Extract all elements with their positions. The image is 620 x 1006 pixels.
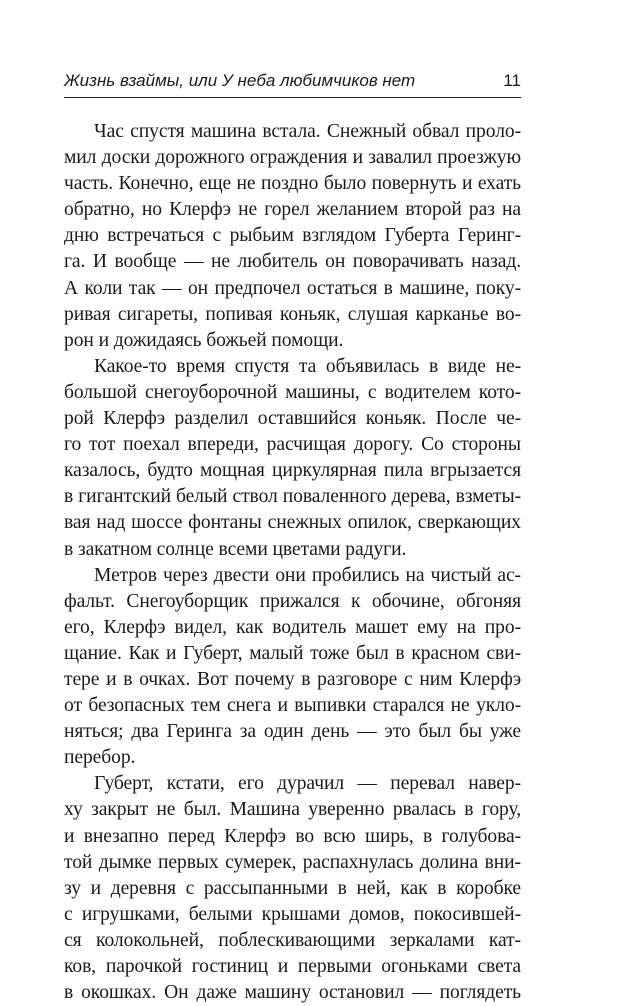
text-line: большой снегоуборочной машины, с водителем кото- [64,381,521,403]
text-line: рон и дожидаясь божьей помощи. [64,329,344,351]
text-line: казалось, будто мощная циркулярная пила вгрызается [64,460,521,482]
text-line: той дымке первых сумерек, распахнулась долина вни- [64,851,521,873]
body-text [64,119,521,1006]
text-line: ков, парочкой гостиниц и первыми огоньками света [64,956,521,977]
text-line: его, Клерфэ видел, как водитель машет ему на про- [64,616,521,638]
text-line: няться; два Геринга за один день — это был бы уже [64,721,521,743]
page-number: 11 [503,71,521,90]
text-line: ривая сигареты, попивая коньяк, слушая карканье во- [64,303,521,325]
header-rule [64,97,521,98]
text-line: рой Клерфэ разделил оставшийся коньяк. После че- [64,408,521,430]
running-title: Жизнь взаймы, или У неба любимчиков нет [64,71,416,90]
text-line: Какое-то время спустя та объявилась в виде не- [94,355,521,377]
text-line: щание. Как и Губерт, малый тоже был в красном сви- [64,642,521,664]
text-line: вая над шоссе фонтаны снежных опилок, сверкающих [64,512,521,534]
text-line: в окошках. Он даже машину остановил — поглядеть [64,982,521,1004]
text-line: Час спустя машина встала. Снежный обвал проло- [94,121,521,142]
text-line: фальт. Снегоуборщик прижался к обочине, обгоняя [64,590,521,612]
text-line: го тот поехал впереди, расчищая дорогу. Со стороны [64,434,521,456]
text-line: тере и в очках. Вот почему в разговоре с ним Клерфэ [64,668,521,690]
text-line: часть. Конечно, еще не поздно было повернуть и ехать [64,173,521,195]
text-line: га. И вообще — не любитель он поворачивать назад. [64,251,521,273]
text-line: ху закрыт не был. Машина уверенно рвалась в гору, [64,799,521,821]
text-line: дню встречаться с рыбьим взглядом Губерта Геринг- [64,225,521,247]
text-line: в гигантский белый ствол поваленного дерева, взметы- [64,486,521,508]
text-line: зу и деревня с рассыпанными в ней, как в коробке [64,877,521,899]
text-line: перебор. [64,747,136,769]
text-line: обратно, но Клерфэ не горел желанием второй раз на [64,199,521,221]
text-line: мил доски дорожного ограждения и завалил проезжую [64,147,521,169]
text-line: Губерт, кстати, его дурачил — перевал навер- [94,773,521,795]
text-line: от безопасных тем снега и выпивки старался не укло- [64,695,521,717]
page-header [64,70,521,92]
text-line: в закатном солнце всеми цветами радуги. [64,538,407,560]
text-line: Метров через двести они пробились на чистый ас- [94,564,521,586]
text-line: с игрушками, белыми крышами домов, покосившей- [64,903,521,925]
text-line: и внезапно перед Клерфэ во всю ширь, в голубова- [64,825,521,847]
text-line: ся колокольней, поблескивающими зеркалами кат- [64,929,521,951]
text-line: А коли так — он предпочел остаться в машине, поку- [64,277,521,299]
